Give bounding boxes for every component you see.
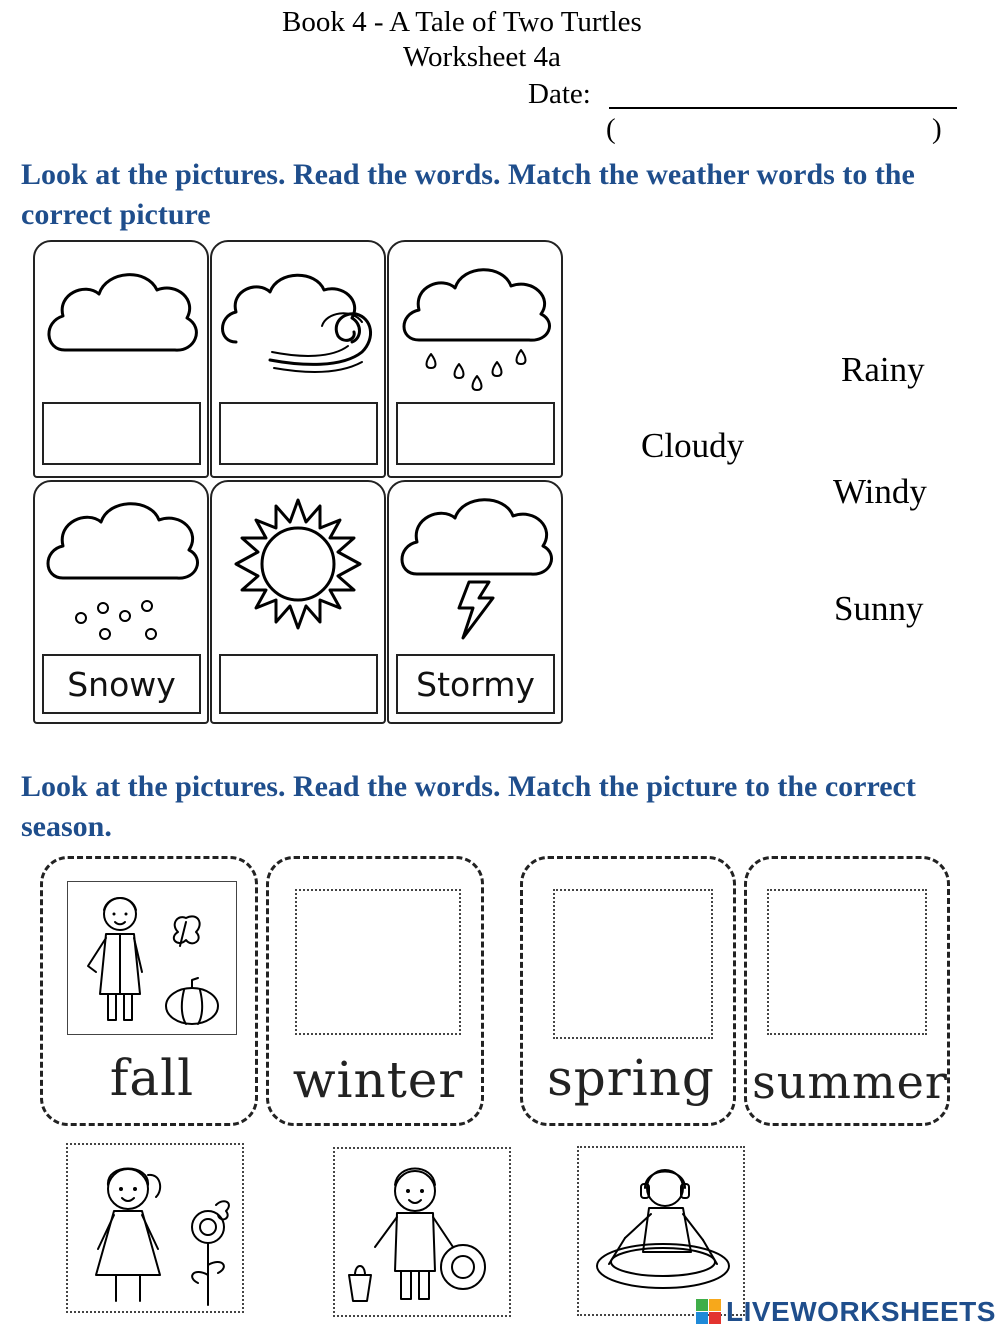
wind-cloud-icon bbox=[212, 242, 384, 392]
paren-close: ) bbox=[932, 113, 942, 145]
paren-open: ( bbox=[606, 113, 616, 145]
word-sunny[interactable]: Sunny bbox=[834, 589, 924, 628]
weather-instruction: Look at the pictures. Read the words. Match the weather words to the correct picture bbox=[21, 158, 915, 231]
book-title: Book 4 - A Tale of Two Turtles bbox=[282, 6, 642, 38]
weather-card-cloudy bbox=[33, 240, 209, 478]
snow-cloud-icon bbox=[35, 482, 207, 647]
season-instruction: Look at the pictures. Read the words. Match the picture to the correct season. bbox=[21, 770, 916, 843]
boy-at-beach-icon bbox=[335, 1149, 511, 1317]
season-label-summer: summer bbox=[752, 1055, 948, 1109]
storm-cloud-icon bbox=[389, 482, 561, 647]
season-label-spring: spring bbox=[547, 1049, 715, 1107]
season-card-summer bbox=[744, 856, 950, 1126]
liveworksheets-logo[interactable] bbox=[696, 1296, 996, 1328]
weather-card-rainy bbox=[387, 240, 563, 478]
weather-card-snowy bbox=[33, 480, 209, 724]
answer-box-1[interactable] bbox=[42, 402, 201, 465]
word-cloudy[interactable]: Cloudy bbox=[641, 426, 745, 465]
answer-box-6: Stormy bbox=[396, 654, 555, 714]
cloud-icon bbox=[35, 242, 207, 392]
winter-drop-zone[interactable] bbox=[295, 889, 461, 1035]
worksheet-title: Worksheet 4a bbox=[403, 41, 561, 73]
season-card-fall bbox=[40, 856, 258, 1126]
summer-drop-zone[interactable] bbox=[767, 889, 927, 1035]
girl-with-flower-icon bbox=[68, 1145, 244, 1313]
liveworksheets-logo-text: LIVEWORKSHEETS bbox=[726, 1296, 996, 1327]
spring-drop-zone[interactable] bbox=[553, 889, 713, 1039]
rain-cloud-icon bbox=[389, 242, 561, 392]
picture-child-sledding[interactable] bbox=[577, 1146, 745, 1316]
answer-box-4: Snowy bbox=[42, 654, 201, 714]
season-card-spring bbox=[520, 856, 736, 1126]
girl-with-leaf-and-pumpkin-icon bbox=[68, 882, 236, 1034]
weather-card-windy bbox=[210, 240, 386, 478]
answer-box-3[interactable] bbox=[396, 402, 555, 465]
date-line[interactable] bbox=[609, 107, 957, 109]
picture-girl-with-flower[interactable] bbox=[66, 1143, 244, 1313]
season-label-winter: winter bbox=[292, 1051, 464, 1109]
weather-card-stormy bbox=[387, 480, 563, 724]
child-sledding-icon bbox=[579, 1148, 745, 1316]
word-rainy[interactable]: Rainy bbox=[841, 350, 925, 389]
word-windy[interactable]: Windy bbox=[833, 472, 927, 511]
answer-box-2[interactable] bbox=[219, 402, 378, 465]
picture-boy-at-beach[interactable] bbox=[333, 1147, 511, 1317]
season-card-winter bbox=[266, 856, 484, 1126]
season-label-fall: fall bbox=[109, 1049, 195, 1107]
weather-card-sunny bbox=[210, 480, 386, 724]
fall-picture-frame bbox=[67, 881, 237, 1035]
answer-box-5[interactable] bbox=[219, 654, 378, 714]
date-label: Date: bbox=[528, 78, 591, 110]
liveworksheets-logo-icon bbox=[696, 1299, 722, 1325]
sun-icon bbox=[212, 482, 384, 647]
